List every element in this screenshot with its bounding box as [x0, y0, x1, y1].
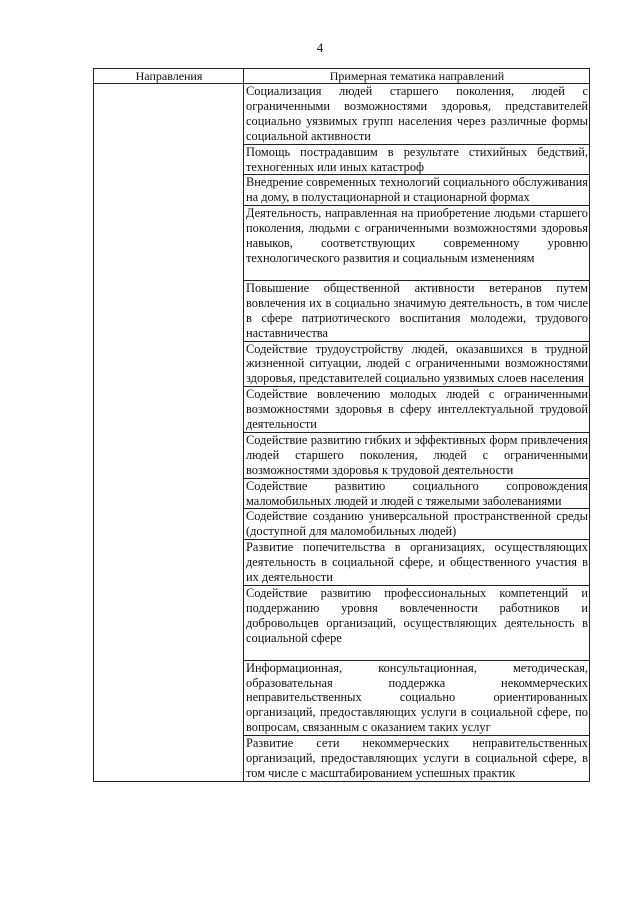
topic-cell: Помощь пострадавшим в результате стихийных бедствий, техногенных или иных катастроф — [244, 144, 590, 175]
topic-cell: Содействие вовлечению молодых людей с ограниченными возможностями здоровья в сферу интеллектуальной трудовой деятельности — [244, 387, 590, 433]
topic-cell: Развитие попечительства в организациях, осуществляющих деятельность в социальной сфере, и общественного участия в их деятельности — [244, 540, 590, 586]
topic-cell: Информационная, консультационная, методическая, образовательная поддержка некоммерческих неправительственных социально ориентированных организаций, предоставляющих услуги в социальной сфере, по вопросам, связанным с оказанием таких услуг — [244, 660, 590, 736]
topic-cell: Деятельность, направленная на приобретение людьми старшего поколения, людьми с ограниченными возможностями здоровья навыков, соответствующих современному уровню технологического развития и социальным изменениям — [244, 206, 590, 281]
header-directions: Направления — [94, 69, 244, 84]
directions-cell — [94, 84, 244, 782]
topic-cell: Содействие развитию социального сопровождения маломобильных людей и людей с тяжелыми заболеваниями — [244, 478, 590, 509]
topic-cell: Внедрение современных технологий социального обслуживания на дому, в полустационарной и стационарной формах — [244, 175, 590, 206]
topic-cell: Содействие развитию гибких и эффективных форм привлечения людей старшего поколения, людей с ограниченными возможностями здоровья к трудовой деятельности — [244, 432, 590, 478]
topic-cell: Содействие развитию профессиональных компетенций и поддержанию уровня вовлеченности работников и добровольцев организаций, осуществляющих деятельность в социальной сфере — [244, 586, 590, 661]
topic-cell: Развитие сети некоммерческих неправительственных организаций, предоставляющих услуги в социальной сфере, в том числе с масштабированием успешных практик — [244, 736, 590, 782]
header-topics: Примерная тематика направлений — [244, 69, 590, 84]
topic-cell: Содействие созданию универсальной пространственной среды (доступной для маломобильных людей) — [244, 509, 590, 540]
topic-cell: Социализация людей старшего поколения, людей с ограниченными возможностями здоровья, представителей социально уязвимых групп населения через различные формы социальной активности — [244, 84, 590, 145]
table-header-row — [94, 69, 590, 84]
table-row — [94, 84, 590, 145]
page-number: 4 — [316, 40, 324, 55]
topic-cell: Содействие трудоустройству людей, оказавшихся в трудной жизненной ситуации, людей с ограниченными возможностями здоровья, представителей социально уязвимых слоев населения — [244, 341, 590, 387]
topic-cell: Повышение общественной активности ветеранов путем вовлечения их в социально значимую деятельность, в том числе в сфере патриотического воспитания молодежи, трудового наставничества — [244, 280, 590, 341]
directions-table — [93, 68, 590, 782]
